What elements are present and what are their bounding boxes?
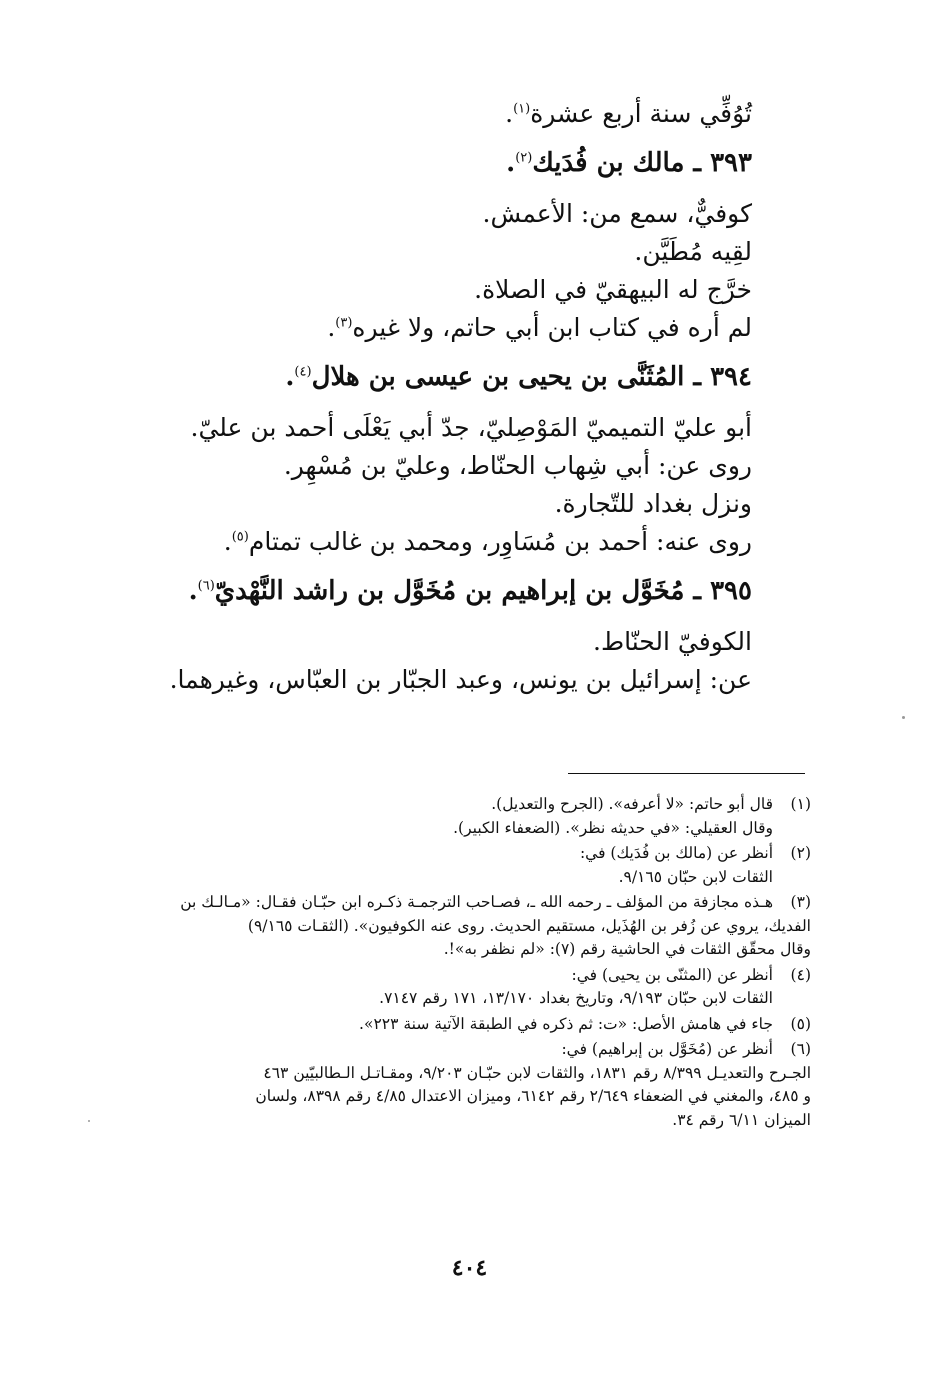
footnote-marker: (٦) — [197, 578, 215, 594]
footnotes — [121, 793, 811, 1134]
text-line: لقِيه مُطَيَّن. — [634, 237, 752, 266]
text-line: عن: إسرائيل بن يونس، وعبد الجبّار بن العبّاس، وغيرهما. — [169, 665, 752, 694]
page-number: ٤٠٤ — [451, 1255, 488, 1281]
footnote-marker: (٣) — [335, 315, 353, 331]
text-line: لم أره في كتاب ابن أبي حاتم، ولا غيره$^{(٣)}$. — [327, 313, 752, 342]
scan-speck — [902, 716, 905, 719]
text-line: روى عن: أبي شِهاب الحنّاط، وعليّ بن مُسْهِر. — [283, 451, 752, 480]
footnote-2: (٢) أنظر عن (مالك بن فُدَيك) في: الثقات لابن حبّان ٩/١٦٥. — [579, 844, 811, 886]
scan-speck — [88, 1120, 90, 1122]
text-line: تُوُفِّي سنة أربع عشرة$^{(١)}$. — [505, 99, 752, 128]
text-line: أبو عليّ التميميّ المَوْصِليّ، جدّ أبي يَعْلَى أحمد بن عليّ. — [190, 413, 752, 442]
footnote-number: (٦) — [790, 1040, 811, 1058]
text-line: الكوفيّ الحنّاط. — [593, 627, 752, 656]
footnote-5: (٥) جاء في هامش الأصل: «ت: ثم ذكره في الطبقة الآتية سنة ٢٢٣». — [121, 1013, 811, 1037]
text-line: روى عنه: أحمد بن مُسَاوِر، ومحمد بن غالب تمتام$^{(٥)}$. — [223, 527, 752, 556]
footnote-number: (١) — [790, 795, 811, 813]
footnote-4: (٤) أنظر عن (المثنّى بن يحيى) في: الثقات لابن حبّان ٩/١٩٣، وتاريخ بغداد ١٣/١٧٠، ١٧١ رقم ٧١٤٧. — [379, 965, 811, 1007]
footnote-marker: (١) — [513, 101, 531, 117]
footnote-number: (٣) — [790, 893, 811, 911]
text-line: كوفيٌّ، سمع من: الأعمش. — [482, 199, 752, 228]
entry-heading-395: ٣٩٥ ـ مُخَوَّل بن إبراهيم بن مُخَوَّل بن راشد النَّهْديّ$^{(٦)}$. — [188, 576, 752, 606]
footnote-number: (٤) — [790, 965, 811, 984]
footnote-separator — [568, 773, 805, 774]
footnote-3: (٣) هـذه مجازفة من المؤلف ـ رحمه الله ـ، فصـاحب الترجمـة ذكـره ابن حبّـان فقـال: «مـالـك بن الفديك، يروي عن زُفر بن الهُذَيل، مستقيم الحديث. روى عنه الكوفيون». (الثقـات ٩/١٦٥) وقال محقّق الثقات في الحاشية رقم (٧): «لم نظفر به»!. — [180, 893, 811, 958]
text-line: خرَّج له البيهقيّ في الصلاة. — [474, 275, 752, 304]
footnote-number: (٥) — [790, 1014, 811, 1033]
footnote-marker: (٢) — [515, 150, 533, 166]
main-text — [132, 95, 752, 699]
footnote-6: (٦) أنظر عن (مُخَوَّل بن إبراهيم) في: الجـرح والتعديـل ٨/٣٩٩ رقم ١٨٣١، والثقات لابن حبّـان ٩/٢٠٣، ومقـاتـل الـطالبيّين ٤٦٣ و ٤٨٥، والمغني في الضعفاء ٢/٦٤٩ رقم ٦١٤٢، وميزان الاعتدال ٤/٨٥ رقم ٨٣٩٨، ولسان الميزان ٦/١١ رقم ٣٤. — [255, 1040, 811, 1129]
entry-heading-393: ٣٩٣ ـ مالك بن فُدَيك$^{(٢)}$. — [506, 148, 752, 178]
text-line: ونزل بغداد للتّجارة. — [554, 489, 752, 518]
footnote-1: (١) قال أبو حاتم: «لا أعرفه». (الجرح والتعديل). وقال العقيلي: «في حديثه نظر». (الضعفاء الكبير). — [453, 795, 811, 837]
entry-heading-394: ٣٩٤ ـ المُثَنَّى بن يحيى بن عيسى بن هلال$^{(٤)}$. — [285, 362, 752, 392]
footnote-marker: (٤) — [294, 364, 312, 380]
footnote-number: (٢) — [790, 844, 811, 862]
footnote-marker: (٥) — [231, 529, 249, 545]
